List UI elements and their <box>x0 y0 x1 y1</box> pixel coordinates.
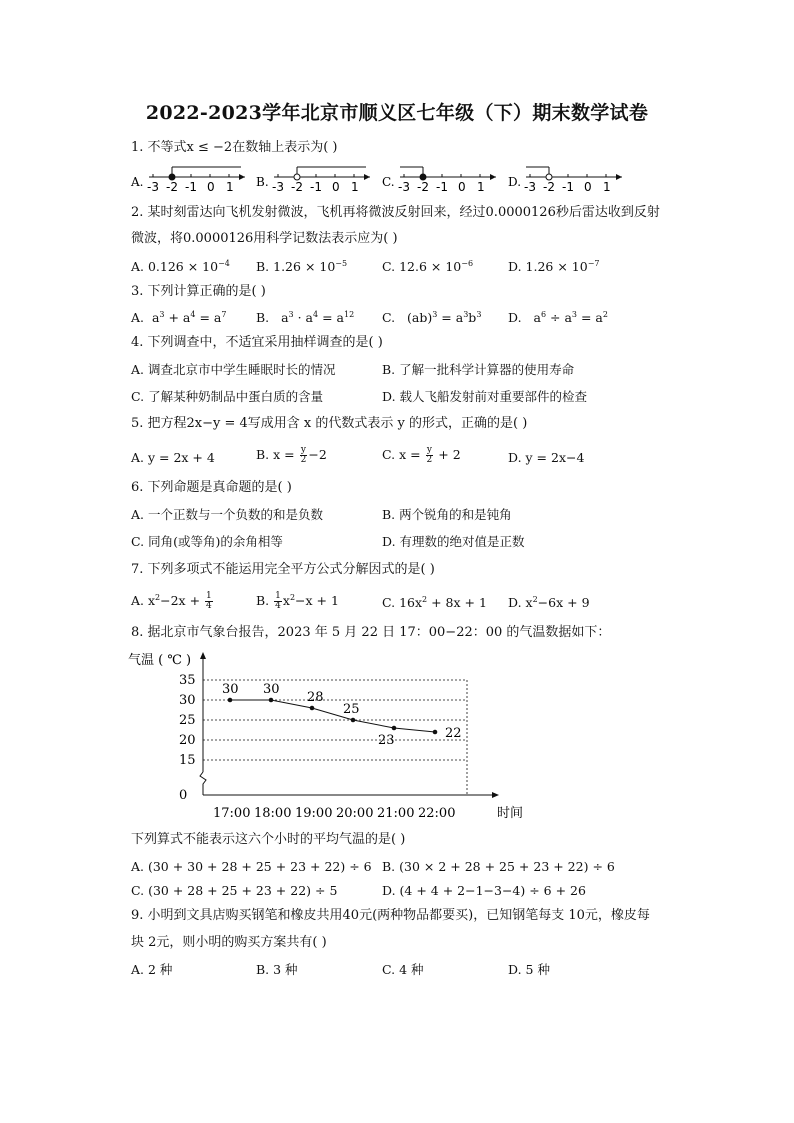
number-line <box>382 162 502 194</box>
q8-stem: 8. 据北京市气象台报告，2023 年 5 月 22 日 17：00−22：00 的气温数据如下： <box>131 625 611 640</box>
tick-label: -1 <box>310 180 322 194</box>
q2-option-d[interactable]: D. $1.26 \times 10^{-7}$ <box>508 259 600 274</box>
option-label: C. <box>382 175 395 189</box>
tick-label: -3 <box>524 180 536 194</box>
filled-dot <box>169 174 175 180</box>
data-point <box>269 698 274 703</box>
q9-option-c[interactable]: C. 4 种 <box>382 962 424 977</box>
x-tick-label: 20:00 <box>336 806 374 821</box>
tick-label: -2 <box>543 180 555 194</box>
temperature-chart-svg <box>128 650 548 825</box>
q7-option-d[interactable]: D. $x^2-6x + 9$ <box>508 595 590 610</box>
tick-label: 0 <box>584 180 592 194</box>
q3-option-c[interactable]: C. $(ab)^3 = a^3b^3$ <box>382 310 482 325</box>
data-point <box>433 730 438 735</box>
data-point <box>351 718 356 723</box>
number-line <box>508 162 628 194</box>
y-tick-label: 35 <box>179 673 196 688</box>
q8-option-b[interactable]: B. (30 × 2 + 28 + 25 + 23 + 22) ÷ 6 <box>382 859 615 874</box>
q4-option-d[interactable]: D. 载人飞船发射前对重要部件的检查 <box>382 389 588 404</box>
data-label: 30 <box>263 682 280 697</box>
q1-option-c[interactable] <box>382 162 502 198</box>
tick-label: -1 <box>436 180 448 194</box>
y-tick-label: 15 <box>179 753 196 768</box>
x-tick-label: 18:00 <box>254 806 292 821</box>
x-axis-label: 时间 <box>497 806 524 821</box>
x-axis-arrow <box>492 792 499 798</box>
q9-stem-line2: 块 2元，则小明的购买方案共有( ) <box>131 935 327 950</box>
tick-label: 1 <box>477 180 485 194</box>
q3-option-b[interactable]: B. $a^3 \cdot a^4 = a^{12}$ <box>256 310 355 325</box>
q8-after-text: 下列算式不能表示这六个小时的平均气温的是( ) <box>131 832 406 847</box>
q9-option-a[interactable]: A. 2 种 <box>131 962 173 977</box>
open-dot <box>294 174 300 180</box>
tick-label: 0 <box>207 180 215 194</box>
tick-label: 1 <box>603 180 611 194</box>
q6-option-d[interactable]: D. 有理数的绝对值是正数 <box>382 534 525 549</box>
q4-option-b[interactable]: B. 了解一批科学计算器的使用寿命 <box>382 362 575 377</box>
q2-option-c[interactable]: C. $12.6 \times 10^{-6}$ <box>382 259 474 274</box>
q3-option-d[interactable]: D. $a^6 \div a^3 = a^2$ <box>508 310 608 325</box>
tick-label: -3 <box>398 180 410 194</box>
series-line <box>230 700 435 732</box>
option-label: B. <box>256 175 269 189</box>
filled-dot <box>420 174 426 180</box>
q5-option-b[interactable]: B. x = $\frac{y}{2}$ −2 <box>256 445 327 465</box>
y-axis-label: 气温 ( ℃ ) <box>128 653 192 668</box>
tick-label: 0 <box>332 180 340 194</box>
data-point <box>392 726 397 731</box>
tick-label: 1 <box>351 180 359 194</box>
tick-label: -1 <box>562 180 574 194</box>
temperature-chart <box>128 650 548 829</box>
tick-label: -2 <box>291 180 303 194</box>
q3-stem: 3. 下列计算正确的是( ) <box>131 284 266 299</box>
data-label: 30 <box>222 682 239 697</box>
q4-option-c[interactable]: C. 了解某种奶制品中蛋白质的含量 <box>131 389 324 404</box>
data-point <box>310 706 315 711</box>
y-tick-label: 30 <box>179 693 196 708</box>
x-tick-label: 17:00 <box>213 806 251 821</box>
y-tick-label: 25 <box>179 713 196 728</box>
q9-option-b[interactable]: B. 3 种 <box>256 962 298 977</box>
axis-arrow <box>364 174 370 180</box>
x-tick-label: 19:00 <box>295 806 333 821</box>
q5-stem: 5. 把方程2x−y = 4写成用含 x 的代数式表示 y 的形式，正确的是( ) <box>131 416 528 431</box>
q1-stem: 1. 不等式x ≤ −2在数轴上表示为( ) <box>131 140 338 155</box>
q8-option-d[interactable]: D. (4 + 4 + 2−1−3−4) ÷ 6 + 26 <box>382 883 586 898</box>
q6-option-a[interactable]: A. 一个正数与一个负数的和是负数 <box>131 507 323 522</box>
tick-label: -3 <box>147 180 159 194</box>
axis-arrow <box>616 174 622 180</box>
tick-label: -3 <box>272 180 284 194</box>
option-label: D. <box>508 175 522 189</box>
tick-label: -2 <box>166 180 178 194</box>
tick-label: -2 <box>417 180 429 194</box>
q1-option-d[interactable] <box>508 162 628 198</box>
y-axis-arrow <box>200 652 206 659</box>
q4-option-a[interactable]: A. 调查北京市中学生睡眠时长的情况 <box>131 362 336 377</box>
axis-arrow <box>490 174 496 180</box>
x-tick-label: 21:00 <box>377 806 415 821</box>
q2-option-a[interactable]: A. $0.126 \times 10^{-4}$ <box>131 259 230 274</box>
q2-stem-line1: 2. 某时刻雷达向飞机发射微波，飞机再将微波反射回来，经过0.0000126秒后雷达收到反射 <box>131 205 660 220</box>
q1-option-a[interactable] <box>131 162 251 198</box>
x-tick-label: 22:00 <box>418 806 456 821</box>
q5-option-d[interactable]: D. y = 2x−4 <box>508 450 585 465</box>
q8-option-a[interactable]: A. (30 + 30 + 28 + 25 + 23 + 22) ÷ 6 <box>131 859 372 874</box>
data-label: 25 <box>343 702 360 717</box>
data-point <box>228 698 233 703</box>
q3-option-a[interactable]: A. $a^3 + a^4 = a^7$ <box>131 310 227 325</box>
tick-label: 0 <box>458 180 466 194</box>
data-label: 23 <box>378 733 395 748</box>
q7-option-a[interactable]: A. $x^2-2x$ + $\frac{1}{4}$ <box>131 591 212 611</box>
q7-option-c[interactable]: C. $16x^2 + 8x + 1$ <box>382 595 487 610</box>
data-label: 22 <box>445 726 462 741</box>
option-label: A. <box>131 175 144 189</box>
q9-option-d[interactable]: D. 5 种 <box>508 962 550 977</box>
q7-option-b[interactable]: B. $\frac{1}{4}$ $x^2-x + 1$ <box>256 591 339 611</box>
tick-label: 1 <box>226 180 234 194</box>
q6-option-b[interactable]: B. 两个锐角的和是钝角 <box>382 507 512 522</box>
y-tick-label: 20 <box>179 733 196 748</box>
q9-stem-line1: 9. 小明到文具店购买钢笔和橡皮共用40元(两种物品都要买)，已知钢笔每支 10元，橡皮每 <box>131 908 650 923</box>
q7-stem: 7. 下列多项式不能运用完全平方公式分解因式的是( ) <box>131 562 435 577</box>
page-title: 2022-2023学年北京市顺义区七年级（下）期末数学试卷 <box>145 102 649 124</box>
q5-option-c[interactable]: C. x = $\frac{y}{2}$ + 2 <box>382 445 461 465</box>
data-label: 28 <box>307 690 324 705</box>
number-line <box>256 162 376 194</box>
q1-option-b[interactable] <box>256 162 376 198</box>
y-tick-label: 0 <box>179 788 188 803</box>
q4-stem: 4. 下列调查中，不适宜采用抽样调查的是( ) <box>131 335 383 350</box>
q6-stem: 6. 下列命题是真命题的是( ) <box>131 480 292 495</box>
q2-option-b[interactable]: B. $1.26 \times 10^{-5}$ <box>256 259 348 274</box>
y-axis-break <box>200 772 206 795</box>
q6-option-c[interactable]: C. 同角(或等角)的余角相等 <box>131 534 283 549</box>
number-line <box>131 162 251 194</box>
tick-label: -1 <box>185 180 197 194</box>
axis-arrow <box>239 174 245 180</box>
q5-option-a[interactable]: A. y = 2x + 4 <box>131 450 215 465</box>
q8-option-c[interactable]: C. (30 + 28 + 25 + 23 + 22) ÷ 5 <box>131 883 338 898</box>
q2-stem-line2: 微波，将0.0000126用科学记数法表示应为( ) <box>131 231 398 246</box>
open-dot <box>546 174 552 180</box>
